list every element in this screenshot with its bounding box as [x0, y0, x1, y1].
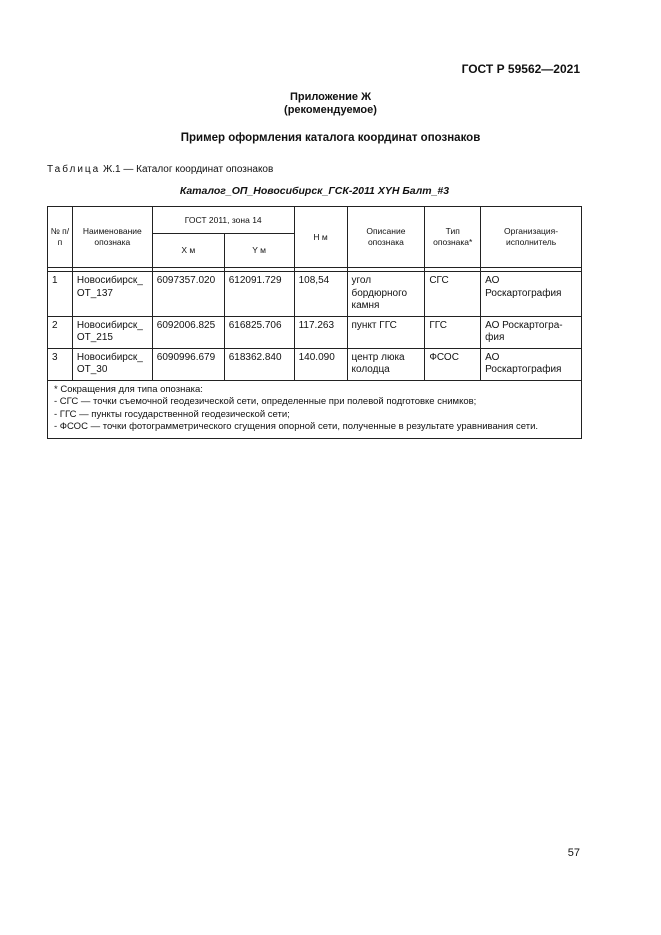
cell-y: 616825.706: [224, 316, 294, 348]
header-num: № п/п: [48, 207, 73, 268]
table-row: [48, 348, 582, 380]
caption-text: Ж.1 — Каталог координат опознаков: [103, 164, 274, 175]
section-title: Пример оформления каталога координат опознаков: [180, 132, 481, 144]
header-name: Наименование опознака: [72, 207, 152, 268]
header-y: Y м: [224, 234, 294, 268]
cell-x: 6092006.825: [152, 316, 224, 348]
note-line: * Сокращения для типа опознака:: [54, 383, 203, 395]
header-coord-group: ГОСТ 2011, зона 14: [152, 207, 294, 234]
cell-num: 1: [48, 272, 73, 317]
page-number: 57: [567, 847, 580, 859]
cell-h: 117.263: [294, 316, 347, 348]
header-h: H м: [294, 207, 347, 268]
cell-y: 612091.729: [224, 272, 294, 317]
table-notes: [48, 380, 582, 438]
cell-num: 3: [48, 348, 73, 380]
cell-org: АО Роскартогра-фия: [481, 316, 582, 348]
cell-x: 6090996.679: [152, 348, 224, 380]
cell-name: Новосибирск_ ОТ_215: [72, 316, 152, 348]
table-caption: [47, 164, 273, 175]
cell-type: ГГС: [425, 316, 481, 348]
cell-num: 2: [48, 316, 73, 348]
table-row: [48, 272, 582, 317]
cell-desc: пункт ГГС: [347, 316, 425, 348]
notes-row: [48, 380, 582, 438]
cell-x: 6097357.020: [152, 272, 224, 317]
cell-org: АО Роскартография: [481, 272, 582, 317]
annex-subtitle: (рекомендуемое): [284, 104, 377, 116]
header-org: Организация-исполнитель: [481, 207, 582, 268]
header-desc: Описание опознака: [347, 207, 425, 268]
cell-name: Новосибирск_ ОТ_30: [72, 348, 152, 380]
caption-label: Таблица: [47, 164, 101, 175]
note-line: - СГС — точки съемочной геодезической сети, определенные при полевой подготовке снимков;: [54, 396, 477, 407]
note-line: - ФСОС — точки фотограмметрического сгущения опорной сети, полученные в результате уравнивания сети.: [54, 421, 539, 432]
coordinates-table: [47, 206, 582, 439]
cell-type: ФСОС: [425, 348, 481, 380]
header-row: [48, 207, 582, 234]
cell-h: 140.090: [294, 348, 347, 380]
note-line: - ГГС — пункты государственной геодезической сети;: [54, 408, 290, 420]
cell-type: СГС: [425, 272, 481, 317]
cell-name: Новосибирск_ ОТ_137: [72, 272, 152, 317]
header-type: Тип опознака*: [425, 207, 481, 268]
table-title: Каталог_ОП_Новосибирск_ГСК-2011 XYH Балт_#3: [179, 185, 450, 197]
cell-desc: центр люка колодца: [347, 348, 425, 380]
annex-title: Приложение Ж: [289, 91, 372, 103]
cell-org: АО Роскартография: [481, 348, 582, 380]
annex-heading: [0, 91, 661, 117]
standard-header: ГОСТ Р 59562—2021: [461, 62, 580, 76]
header-x: X м: [152, 234, 224, 268]
cell-h: 108,54: [294, 272, 347, 317]
table-row: [48, 316, 582, 348]
cell-y: 618362.840: [224, 348, 294, 380]
cell-desc: угол бордюрного камня: [347, 272, 425, 317]
